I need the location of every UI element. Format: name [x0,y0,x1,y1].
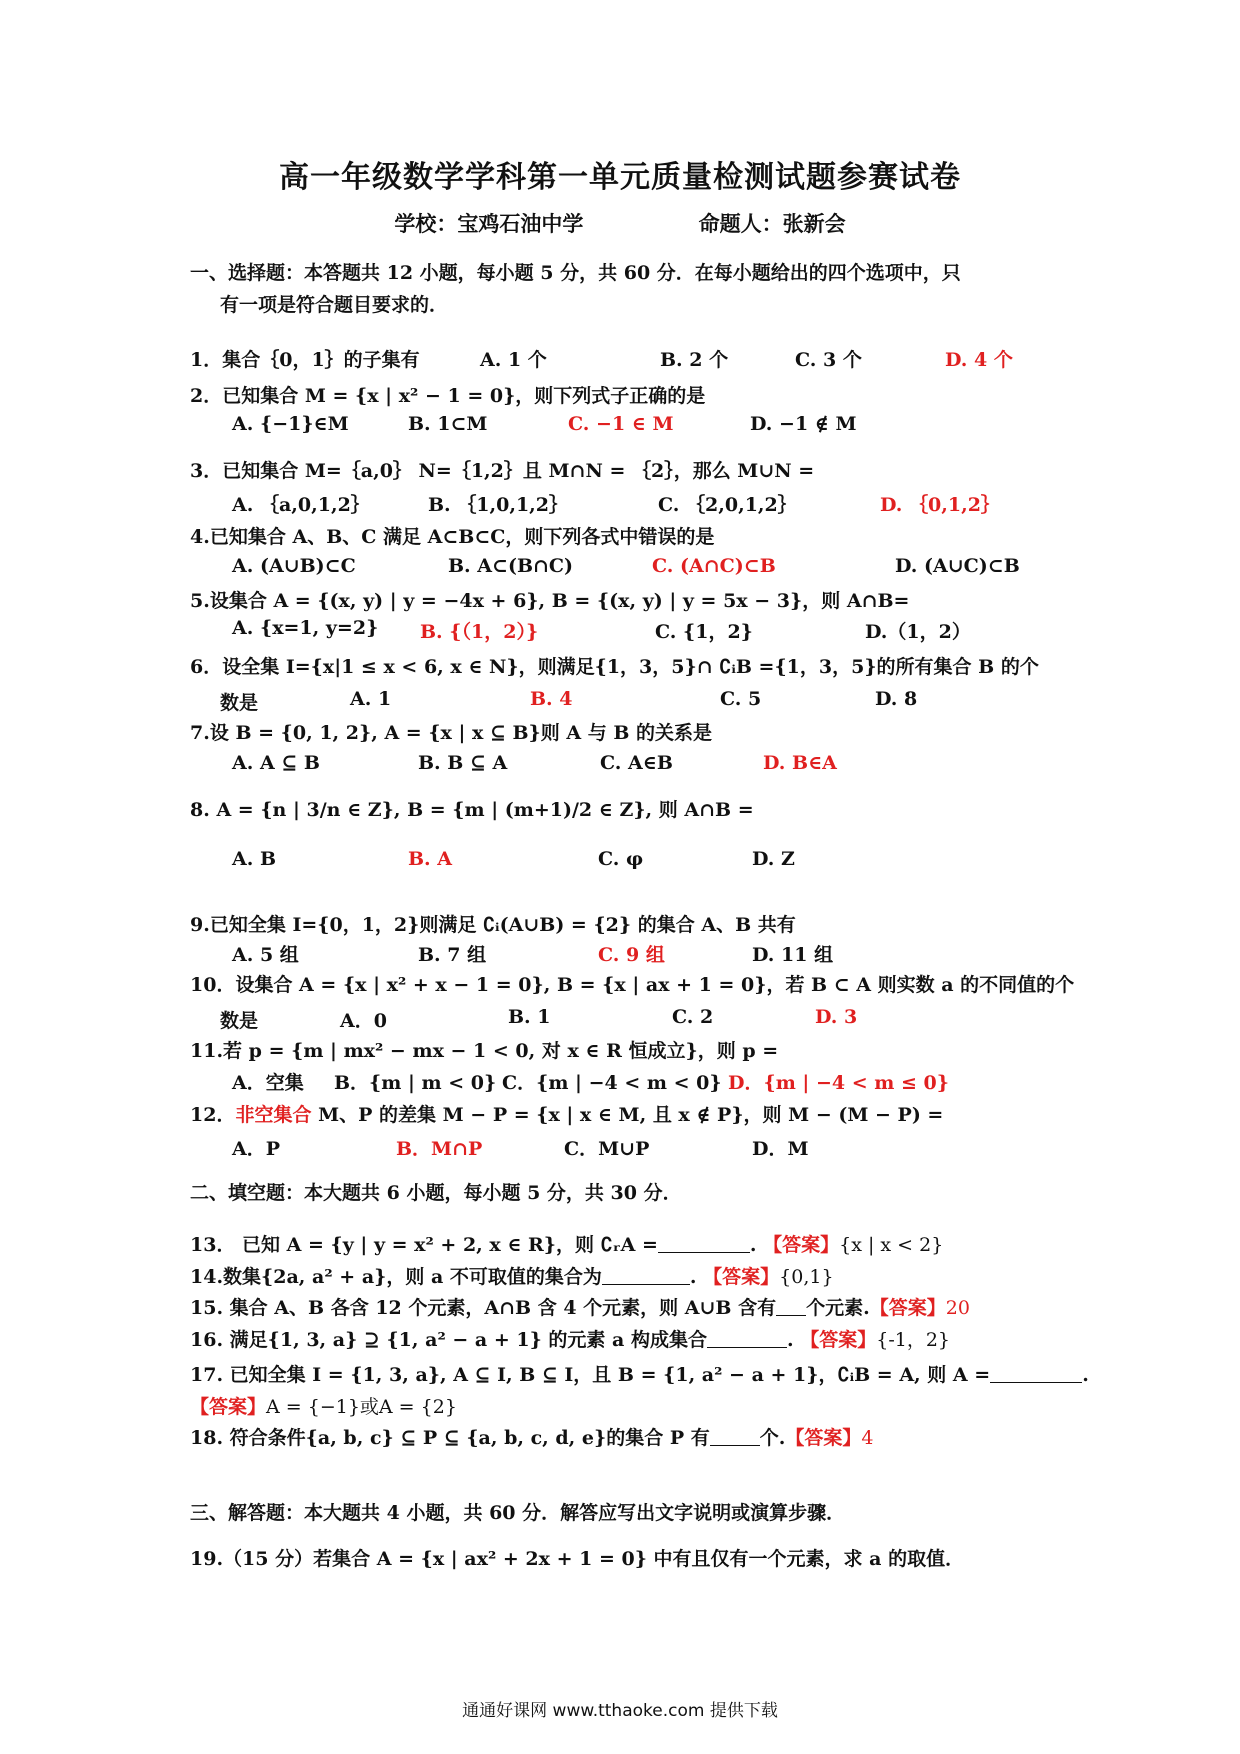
question-6-option-d: D. 8 [875,688,918,710]
question-3-option-b: B. ｛1,0,1,2｝ [428,494,569,516]
answer-blank [658,1234,750,1253]
question-6-stem: 6．设全集 I={x|1 ≤ x < 6, x ∈ N}，则满足{1，3，5}∩ ∁ᵢB ={1，3，5}的所有集合 B 的个 [190,656,1039,678]
question-9-option-d: D. 11 组 [752,944,834,966]
answer-blank [776,1297,806,1316]
author-label: 命题人：张新会 [698,211,846,236]
answer-tag: 【答案】 [703,1266,780,1288]
question-19: 19.（15 分）若集合 A = {x | ax² + 2x + 1 = 0} 中有且仅有一个元素，求 a 的取值． [190,1548,965,1570]
question-12-option-a: A．P [232,1138,281,1160]
question-12-option-b: B．M∩P [396,1138,483,1160]
question-11-option-d: D．{m | −4 < m ≤ 0} [728,1072,949,1094]
question-text: 13． 已知 A = {y | y = x² + 2, x ∈ R}，则 ∁ᵣA = [190,1234,658,1256]
question-9-stem: 9.已知全集 I={0，1，2}则满足 ∁ᵢ(A∪B) = {2} 的集合 A、B 共有 [190,914,796,936]
question-text: 15. 集合 A、B 各含 12 个元素，A∩B 含 4 个元素，则 A∪B 含有 [190,1297,777,1319]
question-18 [190,1423,873,1450]
question-2-option-c: C. −1 ∈ M [568,413,674,435]
question-10-option-b: B. 1 [508,1006,551,1028]
question-8-option-a: A. B [232,848,277,870]
question-4-stem: 4.已知集合 A、B、C 满足 A⊂B⊂C，则下列各式中错误的是 [190,526,715,548]
footer-credit: 通通好课网 www.tthaoke.com 提供下载 [462,1701,778,1721]
answer-value: A = {−1}或A = {2} [266,1396,457,1418]
question-12-stem [190,1100,943,1127]
question-7-option-c: C. A∈B [600,752,673,774]
question-2-option-d: D. −1 ∉ M [750,413,857,435]
question-7-stem: 7.设 B = {0, 1, 2}, A = {x | x ⊆ B}则 A 与 B 的关系是 [190,722,713,744]
question-11-option-a: A．空集 [232,1072,304,1094]
answer-tag: 【答案】 [763,1234,840,1256]
section1-heading: 一、选择题：本答题共 12 小题，每小题 5 分，共 60 分．在每小题给出的四个选项中，只 [190,262,961,284]
question-13: 13． 已知 A = {y | y = x² + 2, x ∈ R}，则 ∁ᵣA = . 【答案】{x | x < 2} [190,1234,944,1256]
question-text: 16. 满足{1, 3, a} ⊇ {1, a² − a + 1} 的元素 a 构成集合 [190,1329,707,1351]
question-17: 17. 已知全集 I = {1, 3, a}, A ⊆ I, B ⊆ I，且 B = {1, a² − a + 1}，∁ᵢB = A, 则 A = . [190,1364,1089,1386]
question-4-option-d: D. (A∪C)⊂B [895,555,1020,577]
question-3-stem: 3．已知集合 M=｛a,0｝ N=｛1,2｝且 M∩N = ｛2｝，那么 M∪N = [190,460,815,482]
question-text: 17. 已知全集 I = {1, 3, a}, A ⊆ I, B ⊆ I，且 B = {1, a² − a + 1}，∁ᵢB = A, 则 A = [190,1364,991,1386]
section1-heading-cont: 有一项是符合题目要求的． [220,294,449,316]
question-11-stem: 11.若 p = {m | mx² − mx − 1 < 0, 对 x ∈ R 恒成立}，则 p = [190,1040,779,1062]
answer-tag: 【答案】 [869,1297,946,1319]
page-title: 高一年级数学学科第一单元质量检测试题参赛试卷 [279,160,961,195]
question-10-option-d: D. 3 [815,1006,858,1028]
question-9-option-b: B. 7 组 [418,944,487,966]
section3-heading: 三、解答题：本大题共 4 小题，共 60 分．解答应写出文字说明或演算步骤． [190,1502,846,1524]
answer-value: 20 [945,1297,970,1319]
question-4-option-c: C. (A∩C)⊂B [652,555,776,577]
question-8-option-c: C. φ [598,848,644,870]
question-1-option-b: B. 2 个 [660,349,729,371]
question-12-option-c: C．M∪P [564,1138,650,1160]
question-suffix: 个元素. [806,1297,870,1319]
highlight-text: 非空集合 [235,1104,312,1126]
answer-blank [710,1427,760,1446]
subtitle [0,208,1240,238]
question-7-option-b: B. B ⊆ A [418,752,508,774]
question-5-stem: 5.设集合 A = {(x, y) | y = −4x + 6}, B = {(x, y) | y = 5x − 3}，则 A∩B= [190,590,910,612]
question-suffix: 个. [759,1427,786,1449]
question-10-option-a: A．0 [340,1010,387,1032]
question-11-option-c: C．{m | −4 < m < 0} [502,1072,722,1094]
question-text: 14.数集{2a, a² + a}，则 a 不可取值的集合为 [190,1266,602,1288]
question-15 [190,1293,970,1320]
question-1-option-c: C. 3 个 [795,349,862,371]
question-7-option-a: A. A ⊆ B [232,752,320,774]
question-17-answer [190,1392,457,1419]
question-2-option-b: B. 1⊂M [408,413,488,435]
question-5-option-a: A. {x=1, y=2} [232,617,379,639]
question-11-option-b: B．{m | m < 0} [334,1072,497,1094]
question-10-stem: 10．设集合 A = {x | x² + x − 1 = 0}, B = {x | ax + 1 = 0}，若 B ⊂ A 则实数 a 的不同值的个 [190,974,1075,996]
question-3-option-c: C. ｛2,0,1,2｝ [658,494,797,516]
answer-value: {x | x < 2} [839,1234,944,1256]
question-6-option-b: B. 4 [530,688,573,710]
question-4-option-b: B. A⊂(B∩C) [448,555,574,577]
answer-value: {0,1} [779,1266,834,1288]
question-9-option-c: C. 9 组 [598,944,665,966]
question-5-option-b: B. {（1，2）} [420,621,539,643]
question-text: 18. 符合条件{a, b, c} ⊆ P ⊆ {a, b, c, d, e}的集合 P 有 [190,1427,710,1449]
question-2-stem: 2．已知集合 M = {x | x² − 1 = 0}，则下列式子正确的是 [190,385,706,407]
section2-heading: 二、填空题：本大题共 6 小题，每小题 5 分，共 30 分． [190,1182,682,1204]
question-10-option-c: C. 2 [672,1006,714,1028]
question-6-option-c: C. 5 [720,688,762,710]
question-8-option-d: D. Z [752,848,795,870]
question-text: M、P 的差集 M − P = {x | x ∈ M, 且 x ∉ P}，则 M − (M − P) = [311,1104,944,1126]
answer-tag: 【答案】 [785,1427,862,1449]
question-4-option-a: A. (A∪B)⊂C [232,555,356,577]
question-number: 12． [190,1104,236,1126]
question-1-stem: 1．集合｛0，1｝的子集有 [190,349,420,371]
question-12-option-d: D．M [752,1138,809,1160]
question-3-option-a: A. ｛a,0,1,2｝ [232,494,370,516]
school-label: 学校：宝鸡石油中学 [394,211,584,236]
answer-blank [990,1364,1082,1383]
question-9-option-a: A. 5 组 [232,944,299,966]
question-1-option-a: A. 1 个 [480,349,547,371]
question-5-option-d: D.（1，2） [865,621,971,643]
answer-blank [707,1329,787,1348]
question-7-option-d: D. B∈A [763,752,837,774]
answer-tag: 【答案】 [800,1329,877,1351]
question-8-stem: 8. A = {n | 3/n ∈ Z}, B = {m | (m+1)/2 ∈ Z}, 则 A∩B = [190,799,754,821]
question-16: 16. 满足{1, 3, a} ⊇ {1, a² − a + 1} 的元素 a 构成集合 . 【答案】{-1，2} [190,1329,951,1351]
question-5-option-c: C. {1，2} [655,621,753,643]
question-8-option-b: B. A [408,848,453,870]
question-1-option-d: D. 4 个 [945,349,1013,371]
question-6-option-a: A. 1 [350,688,392,710]
answer-value: 4 [861,1427,874,1449]
question-10-stem-cont: 数是 [220,1010,259,1032]
question-3-option-d: D. ｛0,1,2｝ [880,494,1000,516]
answer-value: {-1，2} [876,1329,951,1351]
answer-tag: 【答案】 [190,1396,267,1418]
question-14: 14.数集{2a, a² + a}，则 a 不可取值的集合为 . 【答案】{0,1} [190,1266,834,1288]
question-6-stem-cont: 数是 [220,692,259,714]
question-2-option-a: A. {−1}∈M [232,413,349,435]
answer-blank [602,1266,690,1285]
